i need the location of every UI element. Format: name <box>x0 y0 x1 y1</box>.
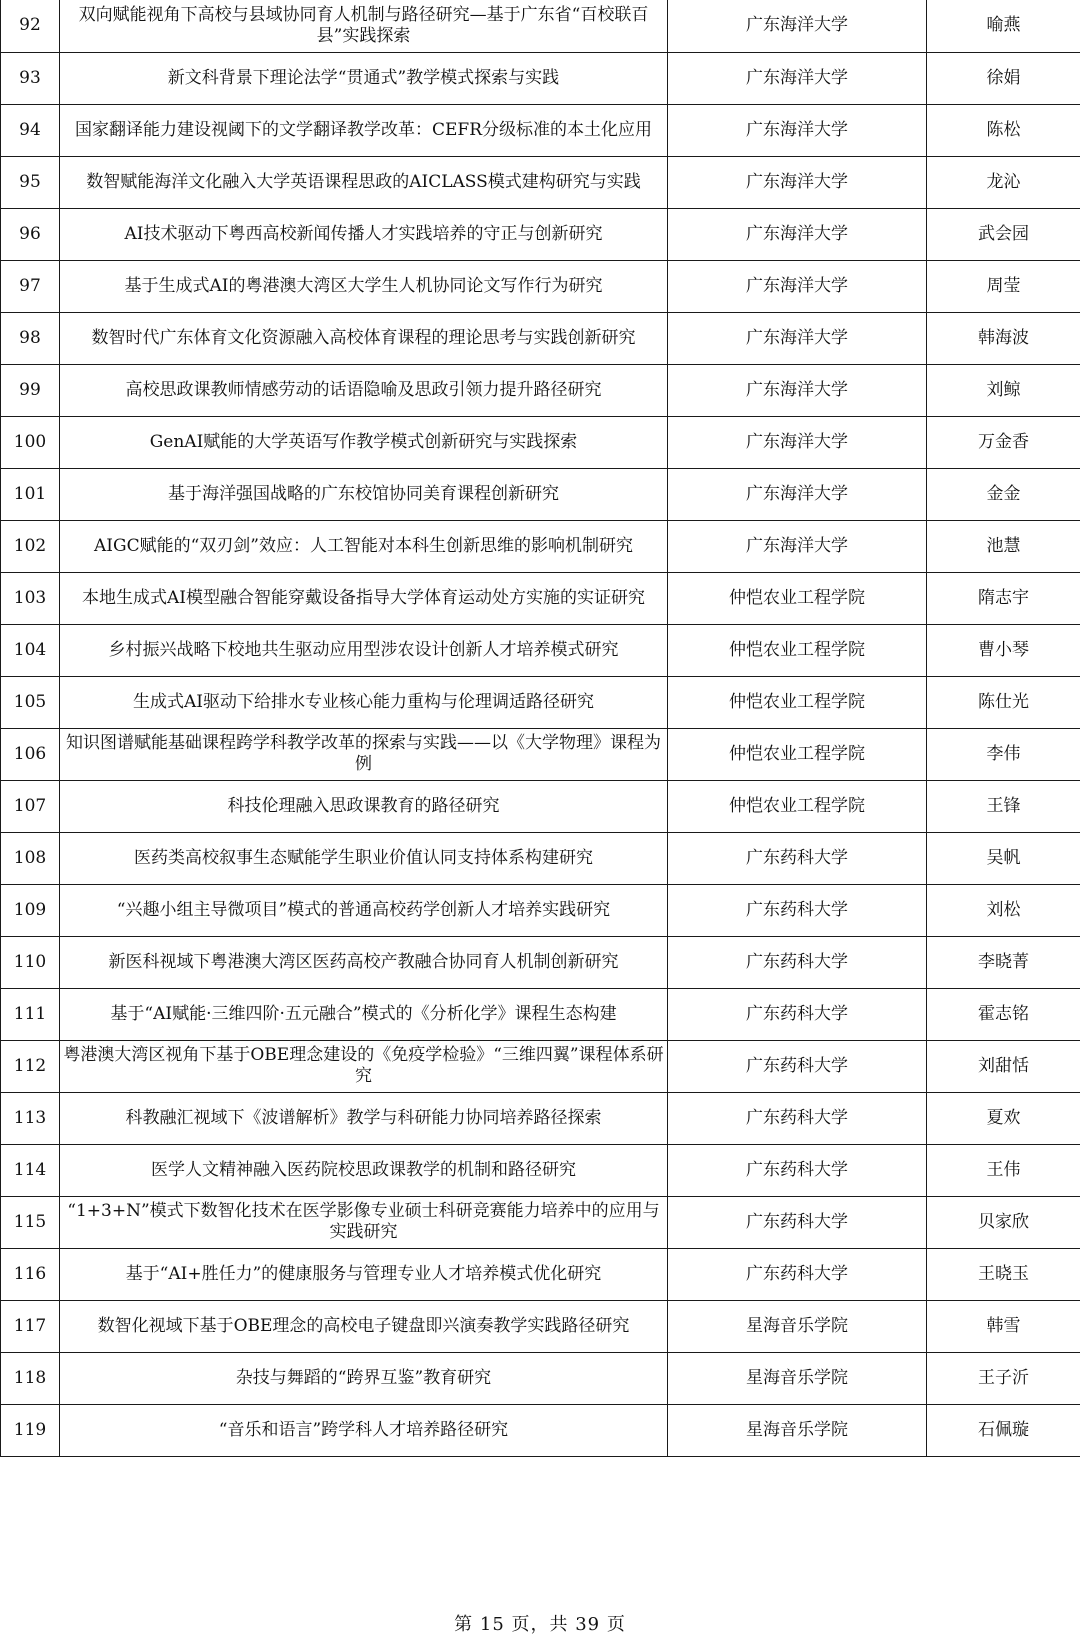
table-row <box>1 1300 1080 1352</box>
institution-cell: 广东海洋大学 <box>668 104 927 156</box>
applicant-name-cell: 隋志宇 <box>927 572 1080 624</box>
applicant-name-cell: 贝家欣 <box>927 1196 1080 1248</box>
row-number-cell: 110 <box>1 936 60 988</box>
institution-cell: 广东海洋大学 <box>668 52 927 104</box>
row-number-cell: 107 <box>1 780 60 832</box>
institution-cell: 广东海洋大学 <box>668 260 927 312</box>
project-title-cell: 基于“AI赋能·三维四阶·五元融合”模式的《分析化学》课程生态构建 <box>60 988 668 1040</box>
institution-cell: 仲恺农业工程学院 <box>668 676 927 728</box>
table-row <box>1 0 1080 52</box>
project-title-cell: 科技伦理融入思政课教育的路径研究 <box>60 780 668 832</box>
row-number-cell: 95 <box>1 156 60 208</box>
table-row <box>1 52 1080 104</box>
row-number-cell: 112 <box>1 1040 60 1092</box>
applicant-name-cell: 周莹 <box>927 260 1080 312</box>
row-number-cell: 101 <box>1 468 60 520</box>
row-number-cell: 105 <box>1 676 60 728</box>
table-row <box>1 312 1080 364</box>
table-row <box>1 1196 1080 1248</box>
project-title-cell: 基于海洋强国战略的广东校馆协同美育课程创新研究 <box>60 468 668 520</box>
row-number-cell: 96 <box>1 208 60 260</box>
row-number-cell: 98 <box>1 312 60 364</box>
applicant-name-cell: 韩海波 <box>927 312 1080 364</box>
table-row <box>1 156 1080 208</box>
project-title-cell: 国家翻译能力建设视阈下的文学翻译教学改革：CEFR分级标准的本土化应用 <box>60 104 668 156</box>
table-row <box>1 416 1080 468</box>
applicant-name-cell: 夏欢 <box>927 1092 1080 1144</box>
institution-cell: 广东药科大学 <box>668 1248 927 1300</box>
table-row <box>1 572 1080 624</box>
applicant-name-cell: 刘甜恬 <box>927 1040 1080 1092</box>
project-title-cell: GenAI赋能的大学英语写作教学模式创新研究与实践探索 <box>60 416 668 468</box>
institution-cell: 广东药科大学 <box>668 988 927 1040</box>
applicant-name-cell: 徐娟 <box>927 52 1080 104</box>
row-number-cell: 92 <box>1 0 60 52</box>
applicant-name-cell: 刘鲸 <box>927 364 1080 416</box>
institution-cell: 仲恺农业工程学院 <box>668 780 927 832</box>
project-title-cell: 数智化视域下基于OBE理念的高校电子键盘即兴演奏教学实践路径研究 <box>60 1300 668 1352</box>
row-number-cell: 99 <box>1 364 60 416</box>
row-number-cell: 118 <box>1 1352 60 1404</box>
institution-cell: 广东药科大学 <box>668 1092 927 1144</box>
applicant-name-cell: 武会园 <box>927 208 1080 260</box>
row-number-cell: 117 <box>1 1300 60 1352</box>
page-footer: 第 15 页，共 39 页 <box>0 1610 1080 1636</box>
institution-cell: 星海音乐学院 <box>668 1352 927 1404</box>
institution-cell: 广东海洋大学 <box>668 0 927 52</box>
institution-cell: 广东药科大学 <box>668 884 927 936</box>
institution-cell: 广东药科大学 <box>668 936 927 988</box>
row-number-cell: 93 <box>1 52 60 104</box>
table-row <box>1 936 1080 988</box>
applicant-name-cell: 李晓菁 <box>927 936 1080 988</box>
row-number-cell: 109 <box>1 884 60 936</box>
project-title-cell: 生成式AI驱动下给排水专业核心能力重构与伦理调适路径研究 <box>60 676 668 728</box>
project-title-cell: 杂技与舞蹈的“跨界互鉴”教育研究 <box>60 1352 668 1404</box>
row-number-cell: 106 <box>1 728 60 780</box>
project-title-cell: 乡村振兴战略下校地共生驱动应用型涉农设计创新人才培养模式研究 <box>60 624 668 676</box>
row-number-cell: 116 <box>1 1248 60 1300</box>
table-row <box>1 1040 1080 1092</box>
institution-cell: 广东药科大学 <box>668 1144 927 1196</box>
row-number-cell: 102 <box>1 520 60 572</box>
institution-cell: 仲恺农业工程学院 <box>668 572 927 624</box>
applicant-name-cell: 陈松 <box>927 104 1080 156</box>
institution-cell: 广东药科大学 <box>668 1040 927 1092</box>
project-title-cell: 高校思政课教师情感劳动的话语隐喻及思政引领力提升路径研究 <box>60 364 668 416</box>
project-title-cell: 粤港澳大湾区视角下基于OBE理念建设的《免疫学检验》“三维四翼”课程体系研究 <box>60 1040 668 1092</box>
row-number-cell: 108 <box>1 832 60 884</box>
institution-cell: 广东海洋大学 <box>668 416 927 468</box>
applicant-name-cell: 王伟 <box>927 1144 1080 1196</box>
table-row <box>1 1352 1080 1404</box>
applicant-name-cell: 霍志铭 <box>927 988 1080 1040</box>
applicant-name-cell: 龙沁 <box>927 156 1080 208</box>
institution-cell: 广东海洋大学 <box>668 468 927 520</box>
applicant-name-cell: 王锋 <box>927 780 1080 832</box>
table-row <box>1 832 1080 884</box>
project-title-cell: 知识图谱赋能基础课程跨学科教学改革的探索与实践——以《大学物理》课程为例 <box>60 728 668 780</box>
table-row <box>1 780 1080 832</box>
project-title-cell: 科教融汇视域下《波谱解析》教学与科研能力协同培养路径探索 <box>60 1092 668 1144</box>
institution-cell: 广东海洋大学 <box>668 156 927 208</box>
applicant-name-cell: 刘松 <box>927 884 1080 936</box>
project-title-cell: “兴趣小组主导微项目”模式的普通高校药学创新人才培养实践研究 <box>60 884 668 936</box>
institution-cell: 广东海洋大学 <box>668 312 927 364</box>
table-row <box>1 364 1080 416</box>
institution-cell: 广东海洋大学 <box>668 208 927 260</box>
project-title-cell: 数智赋能海洋文化融入大学英语课程思政的AICLASS模式建构研究与实践 <box>60 156 668 208</box>
applicant-name-cell: 曹小琴 <box>927 624 1080 676</box>
project-title-cell: 新医科视域下粤港澳大湾区医药高校产教融合协同育人机制创新研究 <box>60 936 668 988</box>
project-title-cell: 本地生成式AI模型融合智能穿戴设备指导大学体育运动处方实施的实证研究 <box>60 572 668 624</box>
row-number-cell: 114 <box>1 1144 60 1196</box>
applicant-name-cell: 韩雪 <box>927 1300 1080 1352</box>
project-title-cell: 双向赋能视角下高校与县域协同育人机制与路径研究—基于广东省“百校联百县”实践探索 <box>60 0 668 52</box>
row-number-cell: 119 <box>1 1404 60 1456</box>
institution-cell: 星海音乐学院 <box>668 1300 927 1352</box>
row-number-cell: 103 <box>1 572 60 624</box>
project-title-cell: 医药类高校叙事生态赋能学生职业价值认同支持体系构建研究 <box>60 832 668 884</box>
institution-cell: 广东海洋大学 <box>668 364 927 416</box>
table-row <box>1 520 1080 572</box>
applicant-name-cell: 金金 <box>927 468 1080 520</box>
institution-cell: 广东药科大学 <box>668 832 927 884</box>
institution-cell: 广东海洋大学 <box>668 520 927 572</box>
project-title-cell: 数智时代广东体育文化资源融入高校体育课程的理论思考与实践创新研究 <box>60 312 668 364</box>
applicant-name-cell: 王子沂 <box>927 1352 1080 1404</box>
table-row <box>1 1404 1080 1456</box>
table-row <box>1 1092 1080 1144</box>
project-title-cell: 新文科背景下理论法学“贯通式”教学模式探索与实践 <box>60 52 668 104</box>
table-row <box>1 728 1080 780</box>
row-number-cell: 115 <box>1 1196 60 1248</box>
applicant-name-cell: 万金香 <box>927 416 1080 468</box>
table-row <box>1 104 1080 156</box>
row-number-cell: 97 <box>1 260 60 312</box>
row-number-cell: 111 <box>1 988 60 1040</box>
table-row <box>1 208 1080 260</box>
institution-cell: 仲恺农业工程学院 <box>668 624 927 676</box>
project-title-cell: AI技术驱动下粤西高校新闻传播人才实践培养的守正与创新研究 <box>60 208 668 260</box>
table-row <box>1 884 1080 936</box>
row-number-cell: 113 <box>1 1092 60 1144</box>
institution-cell: 仲恺农业工程学院 <box>668 728 927 780</box>
applicant-name-cell: 喻燕 <box>927 0 1080 52</box>
project-title-cell: 基于生成式AI的粤港澳大湾区大学生人机协同论文写作行为研究 <box>60 260 668 312</box>
project-title-cell: “音乐和语言”跨学科人才培养路径研究 <box>60 1404 668 1456</box>
project-title-cell: “1+3+N”模式下数智化技术在医学影像专业硕士科研竞赛能力培养中的应用与实践研究 <box>60 1196 668 1248</box>
table-body <box>1 0 1080 1456</box>
table-row <box>1 1144 1080 1196</box>
table-row <box>1 260 1080 312</box>
table-row <box>1 1248 1080 1300</box>
applicant-name-cell: 石佩璇 <box>927 1404 1080 1456</box>
table-row <box>1 468 1080 520</box>
applicant-name-cell: 池慧 <box>927 520 1080 572</box>
row-number-cell: 104 <box>1 624 60 676</box>
row-number-cell: 94 <box>1 104 60 156</box>
applicant-name-cell: 吴帆 <box>927 832 1080 884</box>
table-row <box>1 676 1080 728</box>
table-row <box>1 988 1080 1040</box>
applicant-name-cell: 李伟 <box>927 728 1080 780</box>
project-title-cell: AIGC赋能的“双刃剑”效应：人工智能对本科生创新思维的影响机制研究 <box>60 520 668 572</box>
row-number-cell: 100 <box>1 416 60 468</box>
table-row <box>1 624 1080 676</box>
project-title-cell: 基于“AI+胜任力”的健康服务与管理专业人才培养模式优化研究 <box>60 1248 668 1300</box>
applicant-name-cell: 陈仕光 <box>927 676 1080 728</box>
institution-cell: 广东药科大学 <box>668 1196 927 1248</box>
applicant-name-cell: 王晓玉 <box>927 1248 1080 1300</box>
project-title-cell: 医学人文精神融入医药院校思政课教学的机制和路径研究 <box>60 1144 668 1196</box>
institution-cell: 星海音乐学院 <box>668 1404 927 1456</box>
